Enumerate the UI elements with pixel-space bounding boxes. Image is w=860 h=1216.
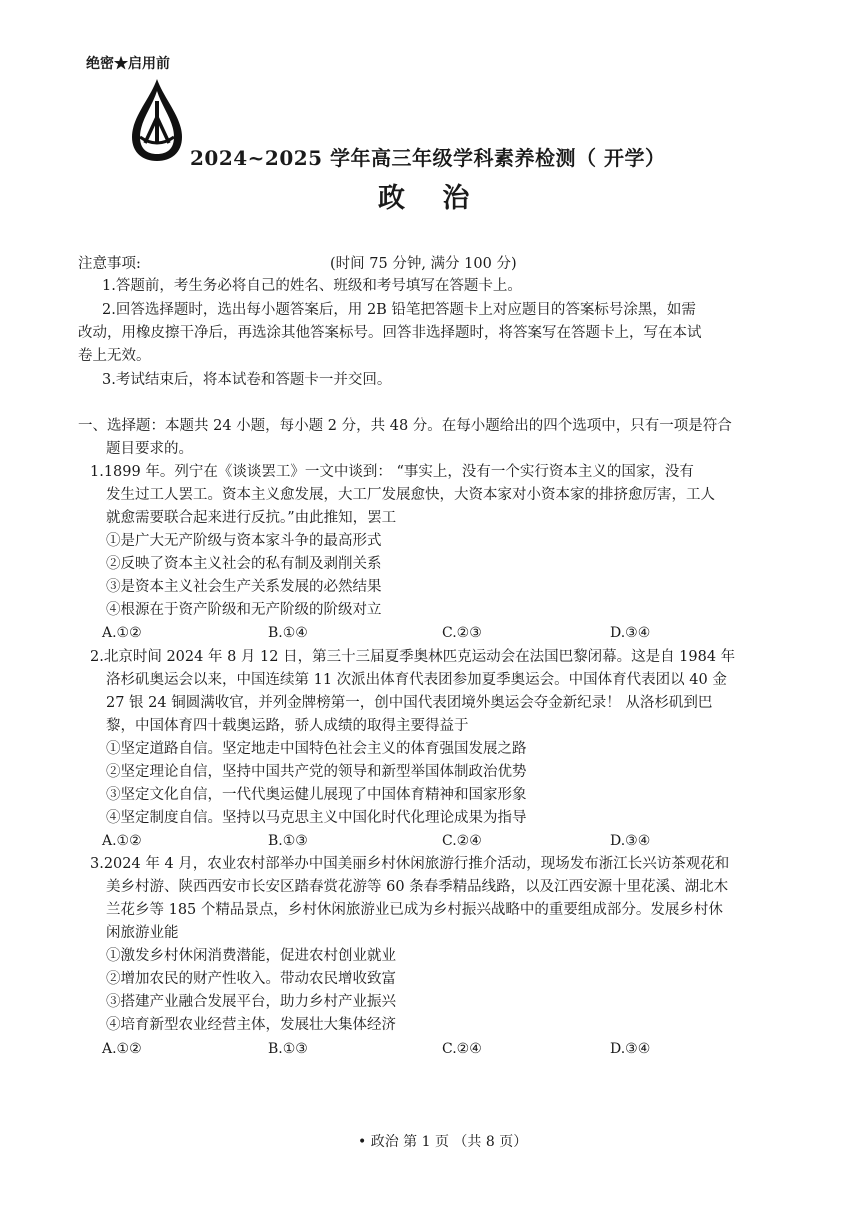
section-heading-line-2: 题目要求的。 [106,441,193,457]
question-3-statement-3: ③搭建产业融合发展平台，助力乡村产业振兴 [106,994,396,1010]
time-score-info: (时间 75 分钟, 满分 100 分) [330,256,517,272]
note-item-2-line-1: 2.回答选择题时，选出每小题答案后，用 2B 铅笔把答题卡上对应题目的答案标号涂黑，如需 [102,302,696,318]
question-3-line-3: 兰花乡等 185 个精品景点，乡村休闲旅游业已成为乡村振兴战略中的重要组成部分。发展乡村休 [106,902,723,918]
question-3-option-c: C.②④ [442,1041,482,1057]
question-1-statement-4: ④根源在于资产阶级和无产阶级的阶级对立 [106,602,382,618]
question-2-statement-3: ③坚定文化自信，一代代奥运健儿展现了中国体育精神和国家形象 [106,787,527,803]
note-item-3: 3.考试结束后，将本试卷和答题卡一并交回。 [102,372,392,388]
section-heading-line-1: 一、选择题：本题共 24 小题，每小题 2 分，共 48 分。在每小题给出的四个选项中，只有一项是符合 [78,418,732,434]
question-2-line-2: 洛杉矶奥运会以来，中国连续第 11 次派出体育代表团参加夏季奥运会。中国体育代表团以 40 金 [106,672,727,688]
question-1-option-b: B.①④ [268,625,308,641]
confidential-label: 绝密★启用前 [86,56,170,72]
question-2-option-a: A.①② [102,833,142,849]
question-1-statement-2: ②反映了资本主义社会的私有制及剥削关系 [106,556,382,572]
question-3-option-a: A.①② [102,1041,142,1057]
note-item-1: 1.答题前，考生务必将自己的姓名、班级和考号填写在答题卡上。 [102,278,522,294]
note-item-2-line-3: 卷上无效。 [78,348,151,364]
page-footer: • 政治 第 1 页 （共 8 页） [358,1134,528,1150]
question-3-line-4: 闲旅游业能 [106,925,179,941]
question-2-statement-1: ①坚定道路自信。坚定地走中国特色社会主义的体育强国发展之路 [106,741,527,757]
question-2-statement-4: ④坚定制度自信。坚持以马克思主义中国化时代化理论成果为指导 [106,810,527,826]
question-3-option-b: B.①③ [268,1041,308,1057]
question-2-line-4: 黎，中国体育四十载奥运路，骄人成绩的取得主要得益于 [106,718,469,734]
question-1-line-3: 就愈需要联合起来进行反抗。”由此推知，罢工 [106,510,397,526]
question-3-statement-1: ①激发乡村休闲消费潜能，促进农村创业就业 [106,948,396,964]
question-3-statement-2: ②增加农民的财产性收入。带动农民增收致富 [106,971,396,987]
question-2-line-1: 2.北京时间 2024 年 8 月 12 日，第三十三届夏季奥林匹克运动会在法国巴黎闭幕。这是自 1984 年 [90,649,736,665]
notes-heading: 注意事项: [78,256,141,272]
question-2-option-b: B.①③ [268,833,308,849]
question-3-line-2: 美乡村游、陕西西安市长安区踏春赏花游等 60 条春季精品线路，以及江西安源十里花溪、湖北木 [106,879,729,895]
question-1-option-d: D.③④ [610,625,651,641]
question-1-line-1: 1.1899 年。列宁在《谈谈罢工》一文中谈到： “事实上，没有一个实行资本主义的国家，没有 [90,464,694,480]
question-1-statement-3: ③是资本主义社会生产关系发展的必然结果 [106,579,382,595]
question-2-option-d: D.③④ [610,833,651,849]
question-3-option-d: D.③④ [610,1041,651,1057]
question-1-line-2: 发生过工人罢工。资本主义愈发展，大工厂发展愈快，大资本家对小资本家的排挤愈厉害，工人 [106,487,715,503]
exam-title: 2024~2025 学年高三年级学科素养检测（ 开学） [190,146,666,170]
school-logo-icon [128,77,186,163]
question-1-option-c: C.②③ [442,625,482,641]
question-3-line-1: 3.2024 年 4 月，农业农村部举办中国美丽乡村休闲旅游行推介活动，现场发布浙江长兴访茶观花和 [90,856,730,872]
question-1-option-a: A.①② [102,625,142,641]
subject-title: 政 治 [378,183,484,214]
question-2-statement-2: ②坚定理论自信，坚持中国共产党的领导和新型举国体制政治优势 [106,764,527,780]
question-2-line-3: 27 银 24 铜圆满收官，并列金牌榜第一，创中国代表团境外奥运会夺金新纪录！ 从洛杉矶到巴 [106,695,713,711]
note-item-2-line-2: 改动，用橡皮擦干净后，再选涂其他答案标号。回答非选择题时，将答案写在答题卡上，写在本试 [78,325,702,341]
question-1-statement-1: ①是广大无产阶级与资本家斗争的最高形式 [106,533,382,549]
question-3-statement-4: ④培育新型农业经营主体，发展壮大集体经济 [106,1017,396,1033]
question-2-option-c: C.②④ [442,833,482,849]
